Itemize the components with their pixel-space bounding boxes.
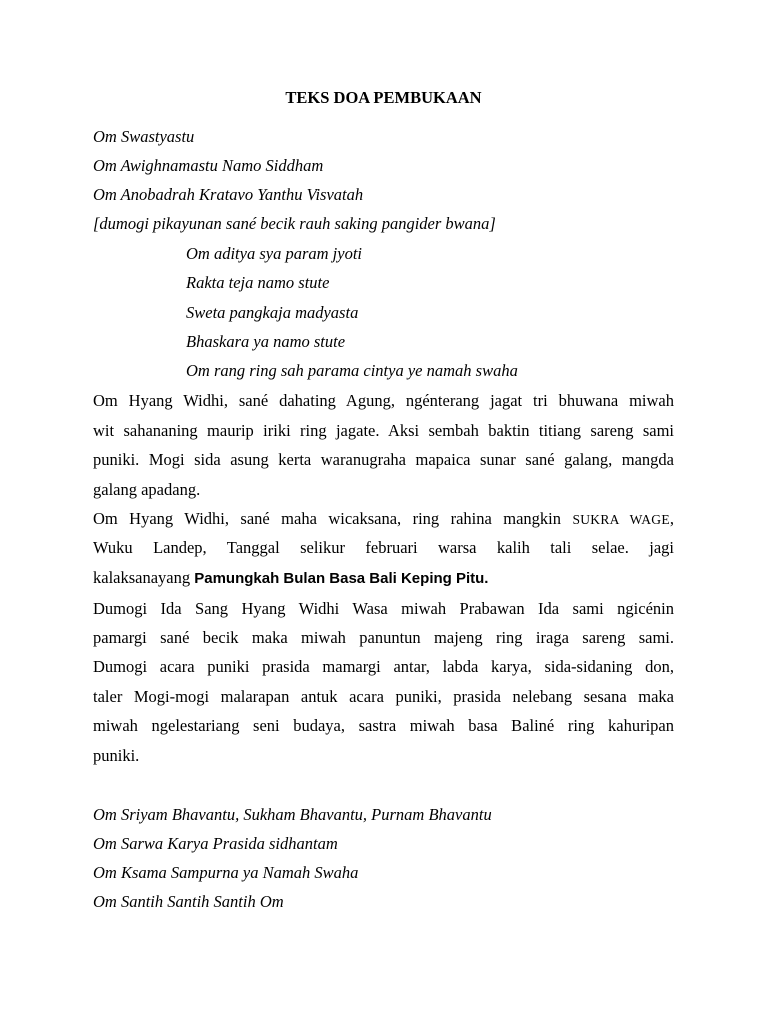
paragraph-line bbox=[93, 568, 488, 589]
paragraph-text: kalaksanayang bbox=[93, 568, 191, 587]
closing-line: Om Sarwa Karya Prasida sidhantam bbox=[93, 834, 338, 853]
closing-line: Om Santih Santih Santih Om bbox=[93, 892, 284, 911]
opening-line: [dumogi pikayunan sané becik rauh saking pangider bwana] bbox=[93, 214, 496, 233]
opening-line: Om Anobadrah Kratavo Yanthu Visvatah bbox=[93, 185, 364, 204]
paragraph-line: wit sahananing maurip iriki ring jagate. Aksi sembah baktin titiang sareng sami bbox=[93, 421, 674, 440]
paragraph-line: Dumogi Ida Sang Hyang Widhi Wasa miwah Prabawan Ida sami ngicénin bbox=[93, 599, 674, 618]
day-name: SUKRA WAGE bbox=[572, 512, 670, 527]
paragraph-line: taler Mogi-mogi malarapan antuk acara puniki, prasida nelebang sesana maka bbox=[93, 687, 674, 706]
document-title: TEKS DOA PEMBUKAAN bbox=[285, 88, 482, 107]
closing-line: Om Ksama Sampurna ya Namah Swaha bbox=[93, 863, 359, 882]
paragraph-line: galang apadang. bbox=[93, 480, 201, 499]
paragraph-line bbox=[93, 509, 674, 530]
closing-line: Om Sriyam Bhavantu, Sukham Bhavantu, Purnam Bhavantu bbox=[93, 805, 492, 824]
paragraph-line: Dumogi acara puniki prasida mamargi antar, labda karya, sida-sidaning don, bbox=[93, 657, 674, 676]
opening-line: Om Awighnamastu Namo Siddham bbox=[93, 156, 324, 175]
mantra-line: Om aditya sya param jyoti bbox=[186, 244, 362, 263]
paragraph-line: miwah ngelestariang seni budaya, sastra miwah basa Baliné ring kahuripan bbox=[93, 716, 674, 735]
paragraph-line: puniki. Mogi sida asung kerta waranugraha mapaica sunar sané galang, mangda bbox=[93, 450, 674, 469]
mantra-line: Rakta teja namo stute bbox=[186, 273, 330, 292]
paragraph-text: , bbox=[669, 509, 675, 528]
opening-line: Om Swastyastu bbox=[93, 127, 195, 146]
mantra-line: Sweta pangkaja madyasta bbox=[186, 303, 359, 322]
event-name: Pamungkah Bulan Basa Bali Keping Pitu. bbox=[194, 570, 489, 587]
paragraph-text: Om Hyang Widhi, sané maha wicaksana, ring rahina mangkin bbox=[93, 509, 561, 528]
paragraph-line: pamargi sané becik maka miwah panuntun majeng ring iraga sareng sami. bbox=[93, 628, 674, 647]
paragraph-line: Om Hyang Widhi, sané dahating Agung, ngénterang jagat tri bhuwana miwah bbox=[93, 391, 674, 410]
mantra-line: Om rang ring sah parama cintya ye namah swaha bbox=[186, 361, 518, 380]
paragraph-line: puniki. bbox=[93, 746, 140, 765]
paragraph-line: Wuku Landep, Tanggal selikur februari warsa kalih tali selae. jagi bbox=[93, 538, 674, 557]
mantra-line: Bhaskara ya namo stute bbox=[186, 332, 346, 351]
document-page bbox=[93, 0, 674, 1024]
